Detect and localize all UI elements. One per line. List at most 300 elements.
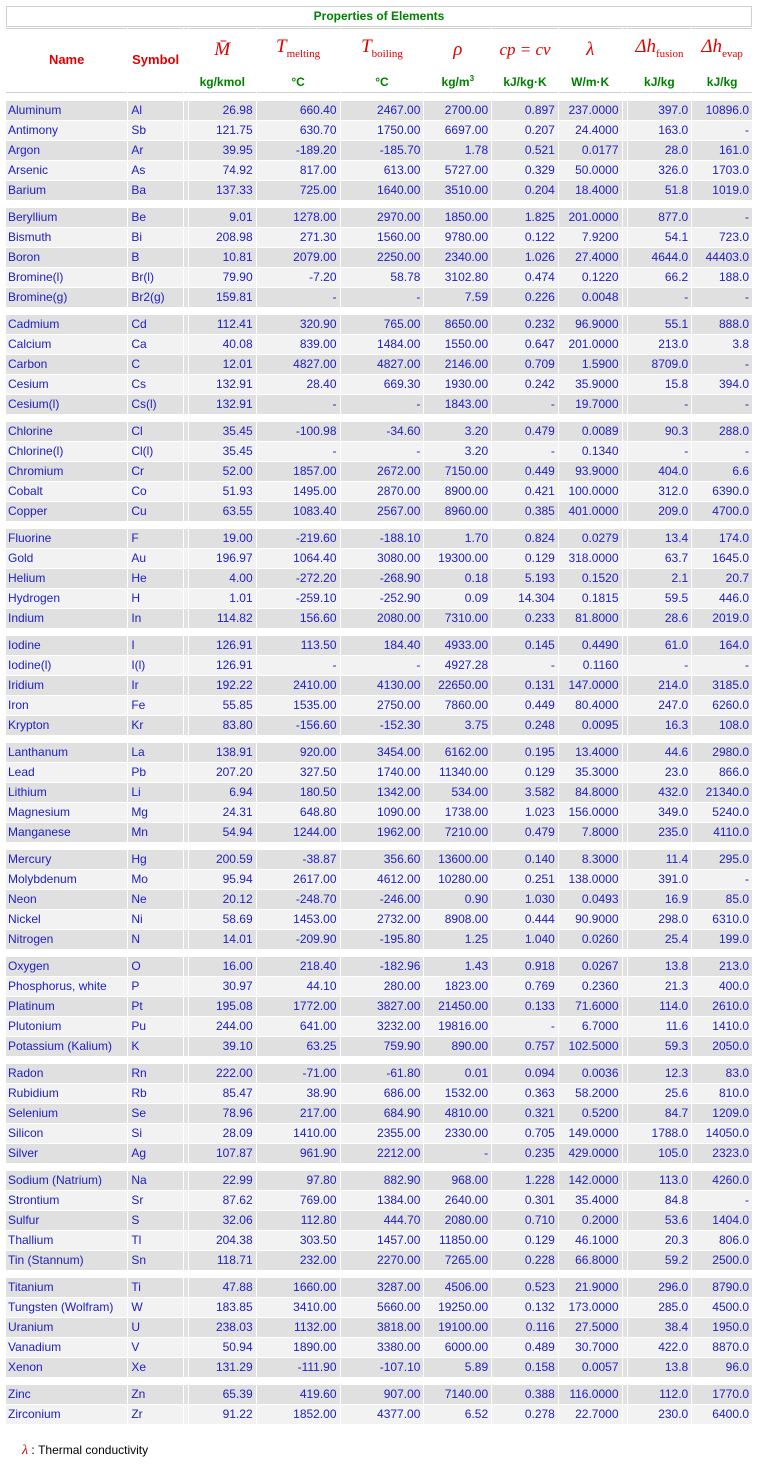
cell-thermal-conductivity: 1.5900 xyxy=(559,355,622,374)
cell-symbol: K xyxy=(128,1037,183,1056)
cell-symbol: Al xyxy=(128,101,183,120)
cell-molar-mass: 35.45 xyxy=(189,442,256,461)
cell-boiling: 2467.00 xyxy=(341,101,424,120)
cell-spacer xyxy=(184,228,188,247)
cell-thermal-conductivity: 66.8000 xyxy=(559,1251,622,1270)
cell-melting: 180.50 xyxy=(257,783,340,802)
cell-spacer xyxy=(184,549,188,568)
cell-density: 1.78 xyxy=(424,141,491,160)
header-molar-mass-symbol: M̄ xyxy=(214,39,231,61)
cell-specific-heat: - xyxy=(492,442,558,461)
cell-spacer xyxy=(623,442,627,461)
cell-molar-mass: 132.91 xyxy=(189,375,256,394)
cell-name: Argon xyxy=(6,141,127,160)
cell-melting: -272.20 xyxy=(257,569,340,588)
cell-density: 7140.00 xyxy=(424,1385,491,1404)
cell-symbol: Si xyxy=(128,1124,183,1143)
cell-fusion: 59.3 xyxy=(628,1037,692,1056)
cell-evap: 1404.0 xyxy=(692,1211,752,1230)
cell-boiling: 1560.00 xyxy=(341,228,424,247)
cell-melting: 660.40 xyxy=(257,101,340,120)
cell-fusion: 84.8 xyxy=(628,1191,692,1210)
cell-melting: 97.80 xyxy=(257,1171,340,1190)
cell-specific-heat: 0.094 xyxy=(492,1064,558,1083)
table-wrapper xyxy=(5,5,753,1425)
cell-density: 6.52 xyxy=(424,1405,491,1424)
cell-fusion: 432.0 xyxy=(628,783,692,802)
cell-thermal-conductivity: 24.4000 xyxy=(559,121,622,140)
cell-name: Tin (Stannum) xyxy=(6,1251,127,1270)
table-row xyxy=(6,375,752,394)
cell-fusion: 13.8 xyxy=(628,1358,692,1377)
cell-molar-mass: 137.33 xyxy=(189,181,256,200)
cell-density: 10280.00 xyxy=(424,870,491,889)
cell-spacer xyxy=(184,1405,188,1424)
cell-spacer xyxy=(184,101,188,120)
cell-evap: 8870.0 xyxy=(692,1338,752,1357)
cell-symbol: Ca xyxy=(128,335,183,354)
header-symbol: Symbol xyxy=(128,28,183,93)
cell-molar-mass: 126.91 xyxy=(189,656,256,675)
cell-evap: 2980.0 xyxy=(692,743,752,762)
cell-melting: 218.40 xyxy=(257,957,340,976)
cell-boiling: 3287.00 xyxy=(341,1278,424,1297)
cell-spacer xyxy=(623,930,627,949)
cell-fusion: 23.0 xyxy=(628,763,692,782)
cell-name: Iodine(l) xyxy=(6,656,127,675)
cell-boiling: 759.90 xyxy=(341,1037,424,1056)
cell-molar-mass: 52.00 xyxy=(189,462,256,481)
cell-spacer xyxy=(623,803,627,822)
cell-spacer xyxy=(184,763,188,782)
cell-spacer xyxy=(623,716,627,735)
cell-specific-heat: - xyxy=(492,395,558,414)
cell-melting: 1453.00 xyxy=(257,910,340,929)
cell-fusion: 113.0 xyxy=(628,1171,692,1190)
cell-thermal-conductivity: 19.7000 xyxy=(559,395,622,414)
header-melting-symbol: T xyxy=(275,36,287,57)
cell-molar-mass: 159.81 xyxy=(189,288,256,307)
cell-symbol: B xyxy=(128,248,183,267)
cell-fusion: 11.4 xyxy=(628,850,692,869)
cell-density: 0.09 xyxy=(424,589,491,608)
cell-evap: 6400.0 xyxy=(692,1405,752,1424)
cell-name: Tungsten (Wolfram) xyxy=(6,1298,127,1317)
cell-thermal-conductivity: 93.9000 xyxy=(559,462,622,481)
cell-symbol: Mo xyxy=(128,870,183,889)
cell-fusion: 59.5 xyxy=(628,589,692,608)
cell-fusion: 20.3 xyxy=(628,1231,692,1250)
cell-boiling: 1740.00 xyxy=(341,763,424,782)
cell-evap: 1209.0 xyxy=(692,1104,752,1123)
cell-molar-mass: 12.01 xyxy=(189,355,256,374)
header-name: Name xyxy=(6,28,127,93)
cell-density: 9780.00 xyxy=(424,228,491,247)
cell-molar-mass: 195.08 xyxy=(189,997,256,1016)
cell-evap: 1019.0 xyxy=(692,181,752,200)
cell-spacer xyxy=(184,890,188,909)
cell-fusion: 54.1 xyxy=(628,228,692,247)
cell-specific-heat: 0.329 xyxy=(492,161,558,180)
cell-thermal-conductivity: 0.0057 xyxy=(559,1358,622,1377)
cell-melting: - xyxy=(257,395,340,414)
cell-symbol: Ag xyxy=(128,1144,183,1163)
cell-specific-heat: 0.363 xyxy=(492,1084,558,1103)
cell-boiling: 4377.00 xyxy=(341,1405,424,1424)
cell-spacer xyxy=(623,462,627,481)
cell-molar-mass: 132.91 xyxy=(189,395,256,414)
cell-thermal-conductivity: 27.4000 xyxy=(559,248,622,267)
cell-density: 1532.00 xyxy=(424,1084,491,1103)
cell-thermal-conductivity: 0.2000 xyxy=(559,1211,622,1230)
cell-fusion: 296.0 xyxy=(628,1278,692,1297)
cell-specific-heat: 0.705 xyxy=(492,1124,558,1143)
table-row xyxy=(6,783,752,802)
table-row xyxy=(6,763,752,782)
cell-symbol: Sb xyxy=(128,121,183,140)
cell-thermal-conductivity: 138.0000 xyxy=(559,870,622,889)
table-row xyxy=(6,442,752,461)
cell-spacer xyxy=(184,783,188,802)
cell-melting: 1132.00 xyxy=(257,1318,340,1337)
cell-density: 1.70 xyxy=(424,529,491,548)
cell-fusion: 28.0 xyxy=(628,141,692,160)
footnote xyxy=(22,1443,148,1459)
cell-melting: 1410.00 xyxy=(257,1124,340,1143)
cell-evap: 10896.0 xyxy=(692,101,752,120)
cell-thermal-conductivity: 35.9000 xyxy=(559,375,622,394)
cell-melting: -7.20 xyxy=(257,268,340,287)
cell-molar-mass: 50.94 xyxy=(189,1338,256,1357)
cell-symbol: Pt xyxy=(128,997,183,1016)
cell-symbol: La xyxy=(128,743,183,762)
cell-spacer xyxy=(184,609,188,628)
cell-spacer xyxy=(184,482,188,501)
table-row xyxy=(6,248,752,267)
cell-thermal-conductivity: 0.0036 xyxy=(559,1064,622,1083)
cell-symbol: Ar xyxy=(128,141,183,160)
cell-specific-heat: 0.158 xyxy=(492,1358,558,1377)
cell-symbol: Hg xyxy=(128,850,183,869)
cell-evap: 6.6 xyxy=(692,462,752,481)
table-row xyxy=(6,1338,752,1357)
cell-spacer xyxy=(623,1104,627,1123)
cell-molar-mass: 138.91 xyxy=(189,743,256,762)
cell-fusion: 2.1 xyxy=(628,569,692,588)
cell-specific-heat: 0.489 xyxy=(492,1338,558,1357)
table-row xyxy=(6,422,752,441)
cell-name: Nickel xyxy=(6,910,127,929)
cell-spacer xyxy=(623,268,627,287)
header-fusion-symbol: Δh xyxy=(635,36,656,57)
cell-molar-mass: 85.47 xyxy=(189,1084,256,1103)
cell-name: Magnesium xyxy=(6,803,127,822)
cell-spacer xyxy=(184,1385,188,1404)
table-row xyxy=(6,502,752,521)
cell-spacer xyxy=(184,656,188,675)
cell-molar-mass: 58.69 xyxy=(189,910,256,929)
cell-spacer xyxy=(623,870,627,889)
cell-molar-mass: 192.22 xyxy=(189,676,256,695)
cell-spacer xyxy=(184,375,188,394)
cell-name: Gold xyxy=(6,549,127,568)
cell-name: Thallium xyxy=(6,1231,127,1250)
cell-boiling: 4827.00 xyxy=(341,355,424,374)
cell-boiling: 907.00 xyxy=(341,1385,424,1404)
cell-density: 19100.00 xyxy=(424,1318,491,1337)
cell-melting: 839.00 xyxy=(257,335,340,354)
cell-boiling: 613.00 xyxy=(341,161,424,180)
cell-boiling: 3080.00 xyxy=(341,549,424,568)
cell-boiling: 2732.00 xyxy=(341,910,424,929)
cell-symbol: Be xyxy=(128,208,183,227)
cell-density: 2080.00 xyxy=(424,1211,491,1230)
cell-fusion: 230.0 xyxy=(628,1405,692,1424)
cell-specific-heat: - xyxy=(492,656,558,675)
table-row xyxy=(6,161,752,180)
cell-fusion: 209.0 xyxy=(628,502,692,521)
cell-boiling: 1750.00 xyxy=(341,121,424,140)
cell-fusion: - xyxy=(628,395,692,414)
cell-boiling: -61.80 xyxy=(341,1064,424,1083)
cell-fusion: 15.8 xyxy=(628,375,692,394)
cell-spacer xyxy=(184,636,188,655)
footnote-text: : Thermal conductivity xyxy=(28,1443,149,1457)
cell-symbol: Sr xyxy=(128,1191,183,1210)
cell-boiling: 2672.00 xyxy=(341,462,424,481)
cell-melting: 1890.00 xyxy=(257,1338,340,1357)
table-row xyxy=(6,1017,752,1036)
cell-thermal-conductivity: 201.0000 xyxy=(559,208,622,227)
cell-spacer xyxy=(623,823,627,842)
cell-evap: 3.8 xyxy=(692,335,752,354)
cell-evap: 4110.0 xyxy=(692,823,752,842)
cell-name: Nitrogen xyxy=(6,930,127,949)
cell-thermal-conductivity: 147.0000 xyxy=(559,676,622,695)
cell-molar-mass: 28.09 xyxy=(189,1124,256,1143)
cell-molar-mass: 208.98 xyxy=(189,228,256,247)
cell-name: Sulfur xyxy=(6,1211,127,1230)
cell-spacer xyxy=(623,355,627,374)
cell-name: Boron xyxy=(6,248,127,267)
cell-fusion: 28.6 xyxy=(628,609,692,628)
cell-density: 19250.00 xyxy=(424,1298,491,1317)
cell-specific-heat: 0.235 xyxy=(492,1144,558,1163)
cell-fusion: 25.6 xyxy=(628,1084,692,1103)
cell-melting: 769.00 xyxy=(257,1191,340,1210)
cell-molar-mass: 131.29 xyxy=(189,1358,256,1377)
cell-boiling: -152.30 xyxy=(341,716,424,735)
cell-symbol: Cr xyxy=(128,462,183,481)
cell-specific-heat: 14.304 xyxy=(492,589,558,608)
cell-evap: 4500.0 xyxy=(692,1298,752,1317)
cell-evap: 14050.0 xyxy=(692,1124,752,1143)
cell-thermal-conductivity: 237.0000 xyxy=(559,101,622,120)
table-row xyxy=(6,1144,752,1163)
table-row xyxy=(6,1318,752,1337)
cell-evap: 4260.0 xyxy=(692,1171,752,1190)
cell-spacer xyxy=(184,529,188,548)
cell-specific-heat: 0.242 xyxy=(492,375,558,394)
cell-name: Rubidium xyxy=(6,1084,127,1103)
cell-name: Zinc xyxy=(6,1385,127,1404)
cell-symbol: Ba xyxy=(128,181,183,200)
cell-density: 4933.00 xyxy=(424,636,491,655)
cell-name: Carbon xyxy=(6,355,127,374)
cell-name: Cadmium xyxy=(6,315,127,334)
cell-melting: 38.90 xyxy=(257,1084,340,1103)
group-separator xyxy=(6,1378,752,1384)
cell-spacer xyxy=(184,1171,188,1190)
cell-boiling: 58.78 xyxy=(341,268,424,287)
cell-symbol: Cl xyxy=(128,422,183,441)
cell-boiling: 669.30 xyxy=(341,375,424,394)
cell-thermal-conductivity: 201.0000 xyxy=(559,335,622,354)
cell-evap: - xyxy=(692,121,752,140)
cell-melting: 641.00 xyxy=(257,1017,340,1036)
cell-thermal-conductivity: 7.9200 xyxy=(559,228,622,247)
cell-specific-heat: 0.232 xyxy=(492,315,558,334)
cell-specific-heat: 0.133 xyxy=(492,997,558,1016)
cell-density: 3.20 xyxy=(424,442,491,461)
cell-spacer xyxy=(184,288,188,307)
cell-thermal-conductivity: 7.8000 xyxy=(559,823,622,842)
cell-evap: 3185.0 xyxy=(692,676,752,695)
cell-boiling: -195.80 xyxy=(341,930,424,949)
cell-molar-mass: 87.62 xyxy=(189,1191,256,1210)
cell-symbol: P xyxy=(128,977,183,996)
cell-name: Phosphorus, white xyxy=(6,977,127,996)
cell-thermal-conductivity: 0.1520 xyxy=(559,569,622,588)
cell-molar-mass: 63.55 xyxy=(189,502,256,521)
table-row xyxy=(6,1191,752,1210)
group-separator xyxy=(6,415,752,421)
cell-spacer xyxy=(623,696,627,715)
cell-spacer xyxy=(623,208,627,227)
cell-density: 8650.00 xyxy=(424,315,491,334)
cell-thermal-conductivity: 100.0000 xyxy=(559,482,622,501)
cell-evap: 21340.0 xyxy=(692,783,752,802)
cell-melting: 4827.00 xyxy=(257,355,340,374)
cell-fusion: 422.0 xyxy=(628,1338,692,1357)
cell-spacer xyxy=(184,442,188,461)
cell-melting: 217.00 xyxy=(257,1104,340,1123)
cell-density: 1930.00 xyxy=(424,375,491,394)
cell-boiling: 280.00 xyxy=(341,977,424,996)
cell-spacer xyxy=(184,870,188,889)
cell-boiling: 882.90 xyxy=(341,1171,424,1190)
cell-thermal-conductivity: 0.1220 xyxy=(559,268,622,287)
group-separator xyxy=(6,950,752,956)
cell-name: Strontium xyxy=(6,1191,127,1210)
cell-boiling: -252.90 xyxy=(341,589,424,608)
cell-evap: 2500.0 xyxy=(692,1251,752,1270)
cell-boiling: 2355.00 xyxy=(341,1124,424,1143)
header-evap-enthalpy xyxy=(692,28,752,72)
table-row xyxy=(6,569,752,588)
cell-thermal-conductivity: 71.6000 xyxy=(559,997,622,1016)
cell-spacer xyxy=(184,716,188,735)
table-row xyxy=(6,1104,752,1123)
cell-fusion: 25.4 xyxy=(628,930,692,949)
cell-name: Aluminum xyxy=(6,101,127,120)
cell-fusion: 66.2 xyxy=(628,268,692,287)
cell-evap: - xyxy=(692,355,752,374)
cell-symbol: Li xyxy=(128,783,183,802)
cell-spacer xyxy=(623,101,627,120)
cell-fusion: 38.4 xyxy=(628,1318,692,1337)
cell-melting: 1852.00 xyxy=(257,1405,340,1424)
table-row xyxy=(6,930,752,949)
cell-specific-heat: 0.769 xyxy=(492,977,558,996)
cell-boiling: 3380.00 xyxy=(341,1338,424,1357)
cell-symbol: Ni xyxy=(128,910,183,929)
cell-name: Molybdenum xyxy=(6,870,127,889)
cell-molar-mass: 39.95 xyxy=(189,141,256,160)
table-row xyxy=(6,803,752,822)
cell-evap: - xyxy=(692,656,752,675)
cell-fusion: - xyxy=(628,442,692,461)
cell-molar-mass: 22.99 xyxy=(189,1171,256,1190)
unit-density xyxy=(424,73,491,93)
group-separator xyxy=(6,522,752,528)
cell-density: 19816.00 xyxy=(424,1017,491,1036)
cell-specific-heat: 0.897 xyxy=(492,101,558,120)
cell-name: Copper xyxy=(6,502,127,521)
cell-melting: 1660.00 xyxy=(257,1278,340,1297)
cell-melting: -38.87 xyxy=(257,850,340,869)
cell-molar-mass: 79.90 xyxy=(189,268,256,287)
cell-spacer xyxy=(623,890,627,909)
cell-fusion: 84.7 xyxy=(628,1104,692,1123)
header-melting-sub: melting xyxy=(286,47,321,60)
cell-spacer xyxy=(184,181,188,200)
cell-density: 6162.00 xyxy=(424,743,491,762)
cell-spacer xyxy=(623,1338,627,1357)
cell-evap: - xyxy=(692,442,752,461)
cell-molar-mass: 20.12 xyxy=(189,890,256,909)
cell-specific-heat: 0.709 xyxy=(492,355,558,374)
table-row xyxy=(6,1064,752,1083)
cell-fusion: 391.0 xyxy=(628,870,692,889)
cell-molar-mass: 183.85 xyxy=(189,1298,256,1317)
cell-spacer xyxy=(184,395,188,414)
table-row xyxy=(6,1211,752,1230)
cell-thermal-conductivity: 156.0000 xyxy=(559,803,622,822)
cell-melting: - xyxy=(257,442,340,461)
table-row xyxy=(6,268,752,287)
cell-evap: 888.0 xyxy=(692,315,752,334)
cell-specific-heat: 0.129 xyxy=(492,763,558,782)
cell-fusion: 105.0 xyxy=(628,1144,692,1163)
cell-melting: 817.00 xyxy=(257,161,340,180)
cell-specific-heat: 0.474 xyxy=(492,268,558,287)
cell-molar-mass: 126.91 xyxy=(189,636,256,655)
unit-thermal-conductivity: W/m·K xyxy=(559,73,622,93)
cell-melting: 2617.00 xyxy=(257,870,340,889)
cell-molar-mass: 83.80 xyxy=(189,716,256,735)
cell-spacer xyxy=(623,1211,627,1230)
cell-specific-heat: 0.647 xyxy=(492,335,558,354)
cell-fusion: 235.0 xyxy=(628,823,692,842)
group-separator xyxy=(6,629,752,635)
cell-specific-heat: 0.131 xyxy=(492,676,558,695)
cell-density: 0.90 xyxy=(424,890,491,909)
cell-density: 8908.00 xyxy=(424,910,491,929)
cell-spacer xyxy=(623,228,627,247)
cell-boiling: 356.60 xyxy=(341,850,424,869)
cell-name: Xenon xyxy=(6,1358,127,1377)
